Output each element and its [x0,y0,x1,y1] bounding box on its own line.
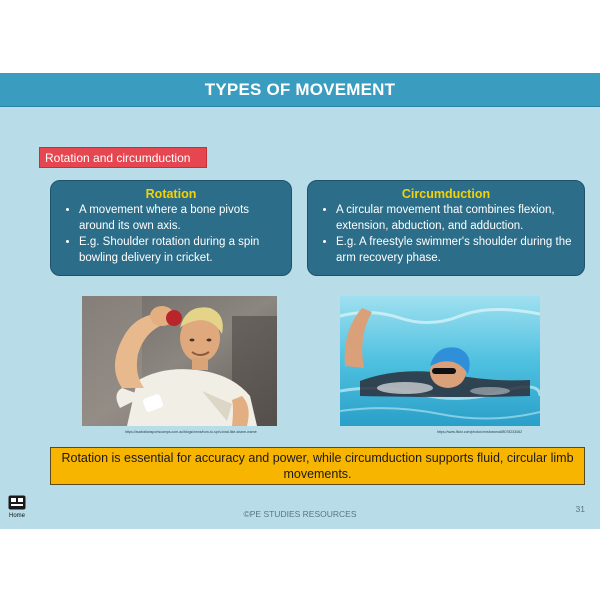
swimmer-photo-credit[interactable]: https://www.flickr.com/photos/mrsfoxsmail/8078233082 [437,430,523,434]
page-number: 31 [575,504,585,514]
rotation-bullets [61,202,281,266]
rotation-card-title: Rotation [145,187,197,201]
circumduction-bullets [318,202,574,266]
slide-title: TYPES OF MOVEMENT [0,73,600,107]
rotation-bullet-example: • E.g. Shoulder rotation during a spin bowling delivery in cricket. [79,234,281,266]
copyright-text: ©PE STUDIES RESOURCES [243,509,357,519]
section-label: Rotation and circumduction [39,147,207,168]
home-icon [8,495,26,510]
circumduction-bullet-definition: • A circular movement that combines flexion, extension, abduction, and adduction. [336,202,574,234]
rotation-card [50,180,292,276]
slide [0,73,600,529]
circumduction-card [307,180,585,276]
circumduction-bullet-example: • E.g. A freestyle swimmer's shoulder during the arm recovery phase. [336,234,574,266]
circumduction-card-title: Circumduction [401,187,491,201]
home-label: Home [8,513,25,519]
bowler-photo-credit[interactable]: https://australiansportscamps.com.au/blogs/news/how-to-spin-bowl-like-shane-warne [125,430,257,434]
summary-box: Rotation is essential for accuracy and power, while circumduction supports fluid, circular limb movements. [50,447,585,485]
cricket-bowler-photo [82,296,277,426]
swimmer-photo [340,296,540,426]
rotation-bullet-definition: • A movement where a bone pivots around its own axis. [79,202,281,234]
